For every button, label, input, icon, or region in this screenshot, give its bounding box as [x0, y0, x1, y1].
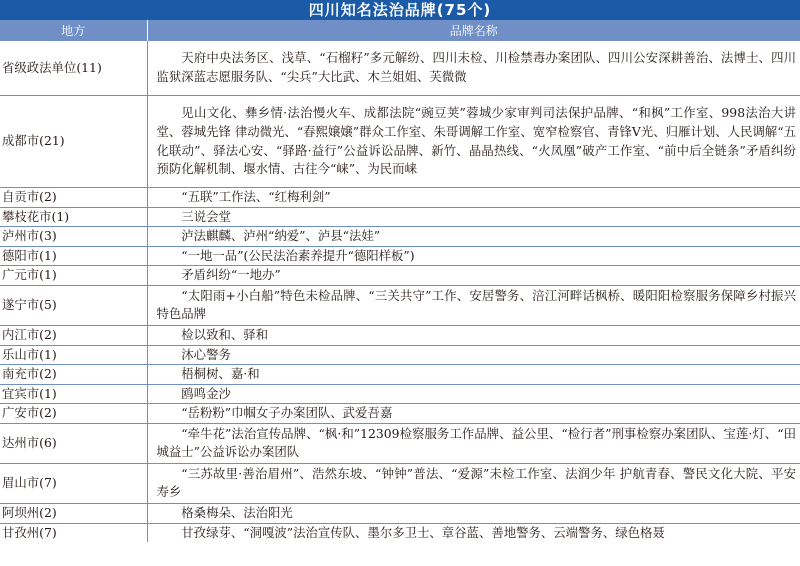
brands-cell: “太阳雨+小白船”特色未检品牌、“三关共守”工作、安居警务、涪江河畔话枫桥、暖阳阳检察服务保障乡村振兴特色品牌: [156, 287, 796, 322]
table-row: [0, 463, 800, 503]
brands-cell: 三说会堂: [181, 208, 231, 224]
table-row: [0, 423, 800, 463]
header-region: 地方: [0, 20, 147, 41]
header-brands: 品牌名称: [147, 20, 800, 41]
table-row: [0, 503, 800, 523]
table-row: [0, 285, 800, 325]
brand-table: [0, 20, 800, 542]
region-cell: 泸州市(3): [0, 227, 147, 247]
table-row: [0, 41, 800, 96]
table-row: [0, 207, 800, 227]
region-cell: 攀枝花市(1): [0, 207, 147, 227]
table-row: [0, 523, 800, 542]
table-row: [0, 384, 800, 404]
region-cell: 遂宁市(5): [0, 285, 147, 325]
region-cell: 宜宾市(1): [0, 384, 147, 404]
brands-cell: “岳粉粉”巾帼女子办案团队、武爱吾嘉: [181, 405, 393, 421]
brands-cell: 矛盾纠纷“一地办”: [181, 267, 281, 283]
table-row: [0, 365, 800, 385]
header-row: [0, 20, 800, 41]
brands-cell: “一地一品”(公民法治素养提升“德阳样板”): [181, 247, 415, 263]
table-row: [0, 227, 800, 247]
region-cell: 广安市(2): [0, 404, 147, 424]
table-row: [0, 246, 800, 266]
brands-cell: “五联”工作法、“红梅利剑”: [181, 189, 331, 204]
region-cell: 成都市(21): [0, 96, 147, 188]
table-body: [0, 41, 800, 543]
table-row: [0, 188, 800, 208]
brands-cell: 梧桐树、嘉·和: [181, 366, 260, 382]
brands-cell: 沐心警务: [181, 346, 231, 362]
region-cell: 德阳市(1): [0, 246, 147, 266]
table-row: [0, 345, 800, 365]
region-cell: 内江市(2): [0, 325, 147, 345]
table-row: [0, 96, 800, 188]
table-title: 四川知名法治品牌(75个): [0, 0, 800, 20]
brands-cell: 见山文化、彝乡情·法治慢火车、成都法院“豌豆荚”蓉城少家审判司法保护品牌、“和枫”工作室、998法治大讲堂、蓉城先锋 律动微光、“春熙嬢嬢”群众工作室、朱哥调解工作室、宽窄检察官、青锋Ⅴ光、归雁计划、人民调解“五化联动”、驿法心安、“驿路·益行”公益诉讼品牌、新竹、晶晶热线、“火凤凰”破产工作室、“前中后全链条”矛盾纠纷预防化解机制、堰水情、古往今“崃”、为民而崃: [156, 105, 796, 177]
brands-cell: “三苏故里·善治眉州”、浩然东坡、“钟钟”普法、“爱源”未检工作室、法润少年 护航青春、警民文化大院、平安寿乡: [156, 465, 796, 500]
table-row: [0, 404, 800, 424]
region-cell: 省级政法单位(11): [0, 41, 147, 96]
brands-cell: 鸥鸣金沙: [181, 385, 231, 401]
region-cell: 阿坝州(2): [0, 503, 147, 523]
region-cell: 广元市(1): [0, 266, 147, 286]
region-cell: 自贡市(2): [0, 188, 147, 208]
table-row: [0, 325, 800, 345]
table-row: [0, 266, 800, 286]
region-cell: 达州市(6): [0, 423, 147, 463]
region-cell: 乐山市(1): [0, 345, 147, 365]
brands-cell: 检以致和、驿和: [181, 326, 269, 342]
brands-cell: 天府中央法务区、浅草、“石榴籽”多元解纷、四川未检、川检禁毒办案团队、四川公安深耕善治、法博士、四川监狱深蓝志愿服务队、“尖兵”大比武、木兰姐姐、芙微微: [156, 50, 796, 84]
brands-cell: 泸法麒麟、泸州“纳爱”、泸县“法娃”: [181, 228, 381, 244]
region-cell: 甘孜州(7): [0, 523, 147, 542]
region-cell: 南充市(2): [0, 365, 147, 385]
region-cell: 眉山市(7): [0, 463, 147, 503]
brands-cell: 格桑梅朵、法治阳光: [181, 504, 293, 520]
brands-cell: 甘孜绿芽、“洞嘎波”法治宣传队、墨尔多卫士、章谷蓝、善地警务、云端警务、绿色格聂: [181, 524, 665, 540]
brands-cell: “牵牛花”法治宣传品牌、“枫·和”12309检察服务工作品牌、益公里、“检行者”刑事检察办案团队、宝莲·灯、“田城益士”公益诉讼办案团队: [156, 425, 796, 460]
